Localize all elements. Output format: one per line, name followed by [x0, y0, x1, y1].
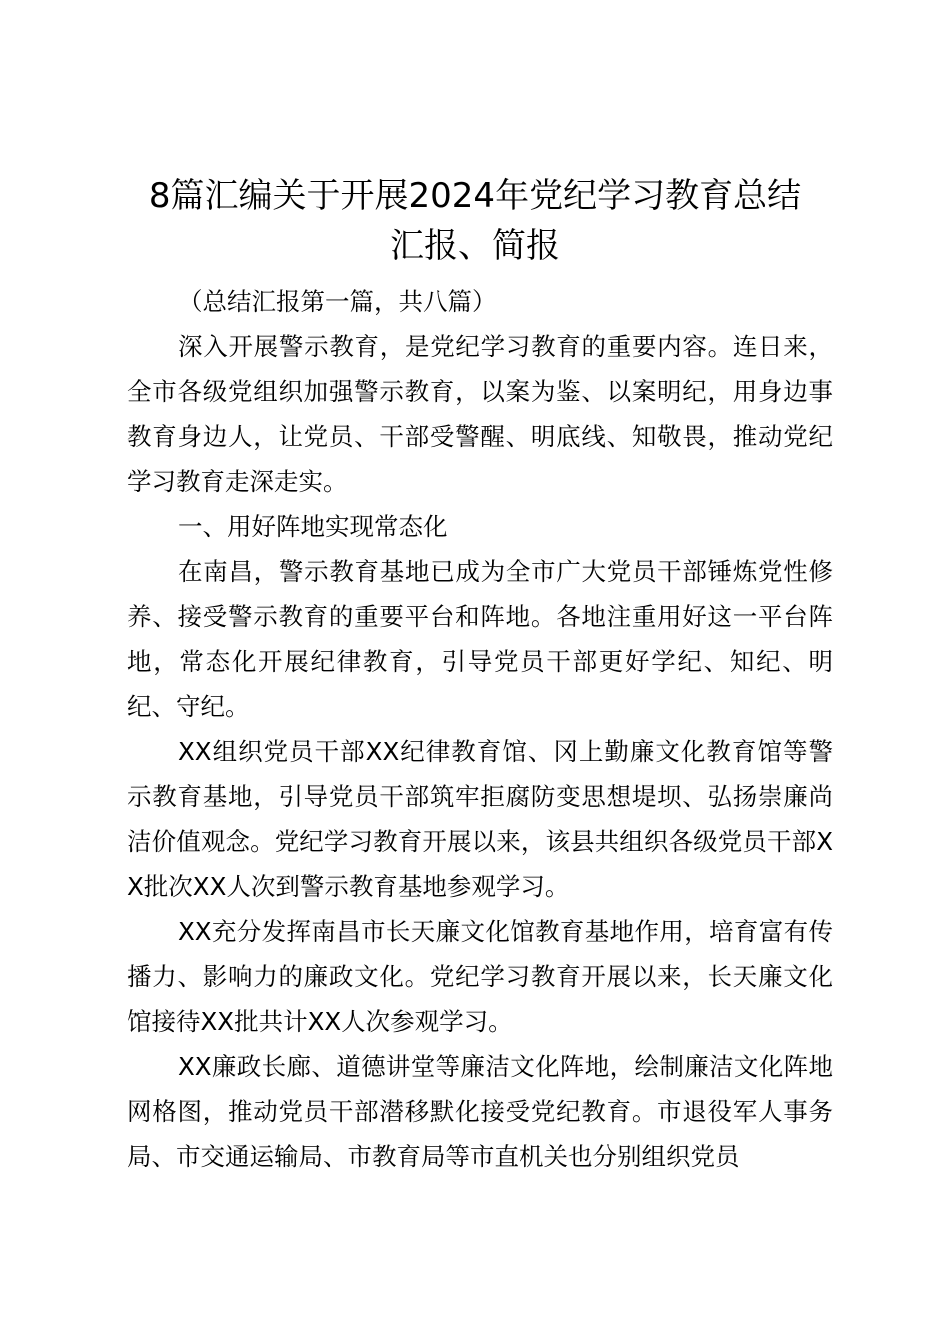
body-paragraph: XX组织党员干部XX纪律教育馆、冈上勤廉文化教育馆等警示教育基地，引导党员干部筑牢拒腐防变思想堤坝、弘扬崇廉尚洁价值观念。党纪学习教育开展以来，该县共组织各级党员干部XX批次XX人次到警示教育基地参观学习。 — [127, 737, 833, 901]
body-paragraph: XX廉政长廊、道德讲堂等廉洁文化阵地，绘制廉洁文化阵地网格图，推动党员干部潜移默化接受党纪教育。市退役军人事务局、市交通运输局、市教育局等市直机关也分别组织党员 — [127, 1052, 833, 1171]
document-title-line-2: 汇报、简报 — [390, 226, 560, 266]
section-heading: 一、用好阵地实现常态化 — [178, 512, 448, 541]
body-paragraph: 在南昌，警示教育基地已成为全市广大党员干部锤炼党性修养、接受警示教育的重要平台和阵地。各地注重用好这一平台阵地，常态化开展纪律教育，引导党员干部更好学纪、知纪、明纪、守纪。 — [127, 557, 833, 721]
document-title-line-1: 8篇汇编关于开展2024年党纪学习教育总结 — [148, 176, 802, 216]
document-body — [127, 279, 833, 1179]
intro-paragraph: 深入开展警示教育，是党纪学习教育的重要内容。连日来，全市各级党组织加强警示教育，以案为鉴、以案明纪，用身边事教育身边人，让党员、干部受警醒、明底线、知敬畏，推动党纪学习教育走深走实。 — [127, 332, 833, 496]
body-paragraph: XX充分发挥南昌市长天廉文化馆教育基地作用，培育富有传播力、影响力的廉政文化。党纪学习教育开展以来，长天廉文化馆接待XX批共计XX人次参观学习。 — [127, 917, 833, 1036]
series-note: （总结汇报第一篇，共八篇） — [178, 287, 497, 316]
